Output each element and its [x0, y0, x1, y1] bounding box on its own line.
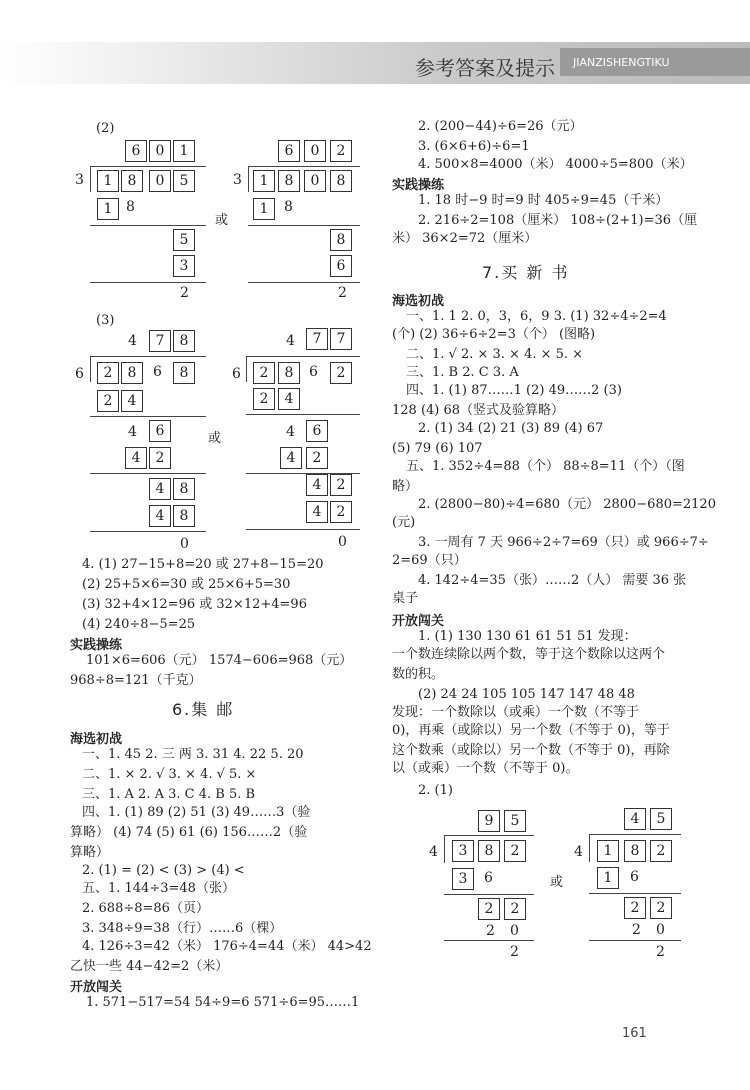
- section-title-7: 7.买 新 书: [482, 263, 570, 282]
- answer-line: (2) 25+5×6=30 或 25×6+5=30: [82, 577, 291, 592]
- answer-line: 1. 18 时−9 时=9 时 405÷9=45（千米）: [418, 193, 669, 208]
- open-title: 开放闯关: [392, 614, 445, 629]
- answer-line: 4. 500×8=4000（米） 4000÷5=800（米）: [418, 157, 693, 172]
- answer-line: 1. 571−517=54 54÷9=6 571÷6=95……1: [86, 995, 360, 1010]
- or-label: 或: [208, 431, 222, 446]
- header-tag: JIANZISHENGTIKU: [573, 56, 670, 69]
- hx-title: 海选初战: [392, 294, 445, 309]
- problem-3-label: (3): [96, 313, 115, 328]
- answer-line: 米） 36×2=72（厘米）: [392, 231, 538, 246]
- header-title: 参考答案及提示: [415, 56, 555, 80]
- or-label: 或: [550, 875, 564, 890]
- answer-line: 968÷8=121（千克）: [70, 673, 202, 688]
- or-label: 或: [215, 213, 229, 228]
- problem-2-label: (2): [96, 121, 115, 136]
- practice-title: 实践操练: [392, 178, 445, 193]
- answer-line: (4) 240÷8−5=25: [82, 617, 196, 632]
- answer-line: 101×6=606（元） 1574−606=968（元）: [86, 653, 353, 668]
- answer-line: 4. (1) 27−15+8=20 或 27+8−15=20: [82, 557, 324, 572]
- problem-2-1-label: 2. (1): [418, 783, 453, 798]
- open-title: 开放闯关: [70, 980, 123, 995]
- practice-title: 实践操练: [70, 638, 123, 653]
- section-title-6: 6.集 邮: [172, 700, 235, 719]
- answer-line: 3. (6×6+6)÷6=1: [418, 139, 530, 154]
- hx-title: 海选初战: [70, 732, 123, 747]
- answer-line: 2. (200−44)÷6=26（元）: [418, 119, 583, 134]
- answer-line: (3) 32+4×12=96 或 32×12+4=96: [82, 597, 307, 612]
- answer-line: 2. 216÷2=108（厘米） 108÷(2+1)=36（厘: [418, 213, 698, 228]
- page-number: 161: [622, 1026, 647, 1041]
